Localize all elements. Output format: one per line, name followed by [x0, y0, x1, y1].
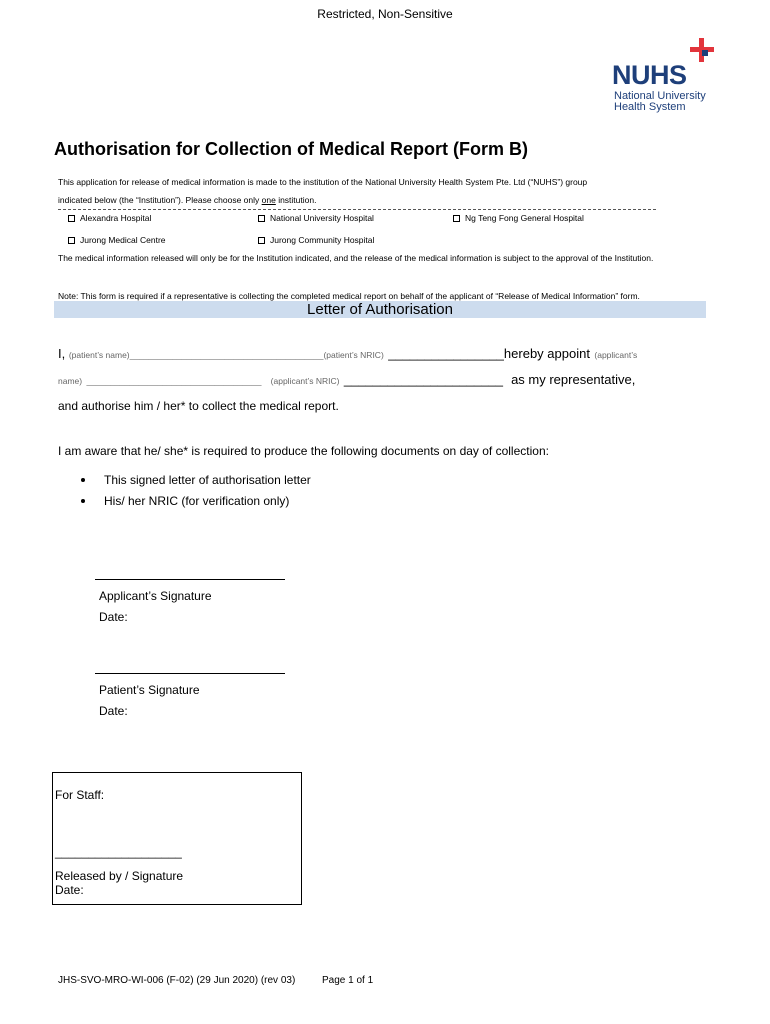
dashed-divider: [58, 209, 656, 210]
nuhs-cross-icon: [690, 38, 714, 62]
footer-doc-code: JHS-SVO-MRO-WI-006 (F-02) (29 Jun 2020) (rev 03): [58, 975, 296, 986]
logo-wordmark: NUHS: [612, 60, 687, 90]
staff-date-label: Date:: [55, 883, 84, 897]
checkbox-icon[interactable]: [68, 237, 75, 244]
option-national-university-hospital[interactable]: National University Hospital: [258, 213, 374, 223]
released-by-label: Released by / Signature: [55, 869, 184, 883]
patient-name-field[interactable]: _________________________________________: [129, 350, 324, 360]
checkbox-icon[interactable]: [258, 215, 265, 222]
checkbox-icon[interactable]: [68, 215, 75, 222]
applicant-name-field[interactable]: _____________________________________: [86, 376, 262, 386]
section-heading-letter: Letter of Authorisation: [54, 301, 706, 318]
option-ng-teng-fong-hospital[interactable]: Ng Teng Fong General Hospital: [453, 213, 584, 223]
form-title: Authorisation for Collection of Medical Report (Form B): [54, 139, 528, 159]
applicant-signature-line[interactable]: [95, 579, 285, 580]
bullet-icon: [81, 478, 85, 482]
checkbox-icon[interactable]: [258, 237, 265, 244]
applicant-nric-field[interactable]: ______________________: [343, 372, 503, 387]
staff-signature-field[interactable]: ___________________: [55, 845, 182, 859]
aware-text: I am aware that he/ she* is required to produce the following documents on day of collection:: [58, 444, 549, 458]
applicant-signature-label: Applicant’s Signature: [99, 589, 212, 603]
nuhs-logo: [612, 38, 722, 118]
form-note: Note: This form is required if a representative is collecting the completed medical report on behalf of the applicant of “Release of Medical Information” form.: [58, 291, 640, 301]
option-jurong-medical-centre[interactable]: Jurong Medical Centre: [68, 235, 166, 245]
patient-signature-line[interactable]: [95, 673, 285, 674]
applicant-date-label: Date:: [99, 610, 128, 624]
patient-nric-field[interactable]: ________________: [388, 346, 504, 361]
approval-text: The medical information released will only be for the Institution indicated, and the release of the medical information is subject to the approval of the Institution.: [58, 253, 654, 263]
checkbox-icon[interactable]: [453, 215, 460, 222]
footer-page-number: Page 1 of 1: [322, 975, 374, 986]
authorisation-line1: I, (patient’s name)_________________________________________(patient’s NRIC) ________________hereby appoint (applicant’s: [58, 346, 638, 361]
patient-signature-label: Patient’s Signature: [99, 683, 200, 697]
authorisation-line2: name) _____________________________________ (applicant’s NRIC) ______________________ as my representative,: [58, 372, 636, 387]
option-alexandra-hospital[interactable]: Alexandra Hospital: [68, 213, 151, 223]
bullet-item: His/ her NRIC (for verification only): [81, 494, 289, 508]
bullet-icon: [81, 499, 85, 503]
bullet-item: This signed letter of authorisation letter: [81, 473, 311, 487]
intro-text-line1: This application for release of medical information is made to the institution of the National University Health System Pte. Ltd (“NUHS”) group: [58, 177, 588, 187]
intro-text-line2: indicated below (the “Institution”). Please choose only one institution.: [58, 195, 317, 205]
logo-subtitle: National University Health System: [614, 90, 706, 113]
staff-title: For Staff:: [55, 788, 105, 802]
option-jurong-community-hospital[interactable]: Jurong Community Hospital: [258, 235, 374, 245]
classification-label: Restricted, Non-Sensitive: [317, 7, 453, 21]
authorise-text: and authorise him / her* to collect the medical report.: [58, 399, 339, 413]
patient-date-label: Date:: [99, 704, 128, 718]
